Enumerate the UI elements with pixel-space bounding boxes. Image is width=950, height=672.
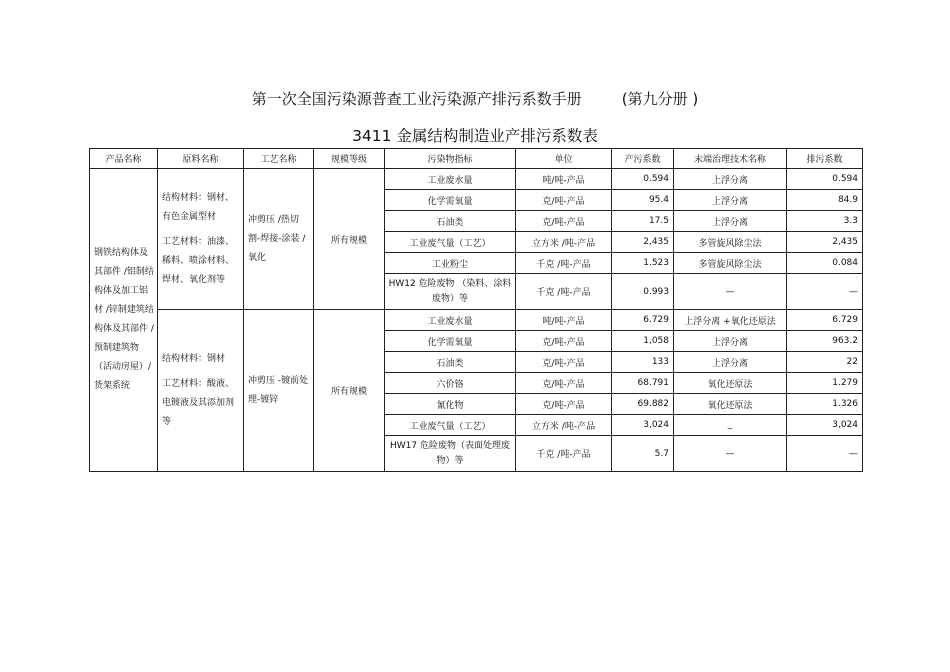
treatment-tech: 氧化还原法 — [674, 394, 787, 415]
unit-cell: 吨/吨-产品 — [516, 310, 612, 331]
unit-cell: 克/吨-产品 — [516, 190, 612, 211]
emission-coefficient: 0.084 — [787, 253, 863, 274]
coefficient-table — [89, 148, 863, 472]
pollutant-cell: 工业废气量（工艺） — [385, 415, 516, 436]
pollutant-cell: 石油类 — [385, 352, 516, 373]
treatment-tech: 上浮分离 — [674, 211, 787, 232]
generation-coefficient: 69.882 — [612, 394, 674, 415]
pollutant-cell: 六价铬 — [385, 373, 516, 394]
col-header: 原料名称 — [158, 149, 244, 169]
generation-coefficient: 0.993 — [612, 274, 674, 310]
generation-coefficient: 2,435 — [612, 232, 674, 253]
emission-coefficient: 1.326 — [787, 394, 863, 415]
treatment-tech: 上浮分离 +氧化还原法 — [674, 310, 787, 331]
unit-cell: 千克 /吨-产品 — [516, 253, 612, 274]
unit-cell: 克/吨-产品 — [516, 352, 612, 373]
generation-coefficient: 17.5 — [612, 211, 674, 232]
generation-coefficient: 68.791 — [612, 373, 674, 394]
process-cell: 冲剪压 -镀前处理-镀锌 — [244, 310, 314, 472]
treatment-tech: 上浮分离 — [674, 352, 787, 373]
scale-cell: 所有规模 — [314, 310, 385, 472]
emission-coefficient: 1.279 — [787, 373, 863, 394]
treatment-tech: 多管旋风除尘法 — [674, 253, 787, 274]
product-name-cell: 钢铁结构体及其部件 /铝制结构体及加工铝材 /锌制建筑结构体及其部件 /预制建筑物（活动房屋）/货架系统 — [90, 169, 158, 472]
scale-cell: 所有规模 — [314, 169, 385, 310]
col-header: 单位 — [516, 149, 612, 169]
emission-coefficient: 22 — [787, 352, 863, 373]
emission-coefficient: 3,024 — [787, 415, 863, 436]
treatment-tech: — — [674, 436, 787, 472]
generation-coefficient: 6.729 — [612, 310, 674, 331]
pollutant-cell: 工业粉尘 — [385, 253, 516, 274]
pollutant-cell: 氰化物 — [385, 394, 516, 415]
pollutant-cell: 石油类 — [385, 211, 516, 232]
emission-coefficient: 963.2 — [787, 331, 863, 352]
pollutant-cell: 工业废水量 — [385, 169, 516, 190]
generation-coefficient: 133 — [612, 352, 674, 373]
treatment-tech: _ — [674, 415, 787, 436]
col-header: 产污系数 — [612, 149, 674, 169]
pollutant-cell: HW12 危险废物 （染料、涂料废物）等 — [385, 274, 516, 310]
emission-coefficient: 6.729 — [787, 310, 863, 331]
unit-cell: 立方米 /吨-产品 — [516, 415, 612, 436]
unit-cell: 克/吨-产品 — [516, 394, 612, 415]
treatment-tech: 上浮分离 — [674, 331, 787, 352]
material-process: 工艺材料：油漆、稀料、喷涂材料、焊材、氧化剂等 — [162, 236, 235, 285]
manual-title: 第一次全国污染源普查工业污染源产排污系数手册 — [251, 90, 582, 108]
pollutant-cell: 化学需氧量 — [385, 331, 516, 352]
treatment-tech: 上浮分离 — [674, 169, 787, 190]
process-cell: 冲剪压 /热切割-焊接-涂装 /氧化 — [244, 169, 314, 310]
emission-coefficient: 0.594 — [787, 169, 863, 190]
unit-cell: 克/吨-产品 — [516, 331, 612, 352]
col-header: 排污系数 — [787, 149, 863, 169]
table-title: 3411 金属结构制造业产排污系数表 — [352, 127, 598, 145]
unit-cell: 千克 /吨-产品 — [516, 274, 612, 310]
header-row — [90, 149, 863, 169]
treatment-tech: 多管旋风除尘法 — [674, 232, 787, 253]
manual-header — [0, 88, 950, 109]
generation-coefficient: 3,024 — [612, 415, 674, 436]
material-cell — [158, 310, 244, 472]
unit-cell: 吨/吨-产品 — [516, 169, 612, 190]
volume-label: (第九分册 ) — [621, 90, 699, 108]
unit-cell: 克/吨-产品 — [516, 373, 612, 394]
emission-coefficient: — — [787, 274, 863, 310]
material-cell — [158, 169, 244, 310]
pollutant-cell: 工业废气量（工艺） — [385, 232, 516, 253]
treatment-tech: — — [674, 274, 787, 310]
col-header: 末端治理技术名称 — [674, 149, 787, 169]
treatment-tech: 上浮分离 — [674, 190, 787, 211]
generation-coefficient: 1,058 — [612, 331, 674, 352]
pollutant-cell: 工业废水量 — [385, 310, 516, 331]
emission-coefficient: 3.3 — [787, 211, 863, 232]
emission-coefficient: — — [787, 436, 863, 472]
emission-coefficient: 84.9 — [787, 190, 863, 211]
table-row — [90, 310, 863, 331]
treatment-tech: 氧化还原法 — [674, 373, 787, 394]
generation-coefficient: 5.7 — [612, 436, 674, 472]
pollutant-cell: 化学需氧量 — [385, 190, 516, 211]
material-process: 工艺材料：酸液、电镀液及其添加剂等 — [162, 378, 235, 427]
material-structural: 结构材料：钢材 — [162, 353, 226, 364]
generation-coefficient: 0.594 — [612, 169, 674, 190]
pollutant-cell: HW17 危险废物（表面处理废物）等 — [385, 436, 516, 472]
unit-cell: 千克 /吨-产品 — [516, 436, 612, 472]
unit-cell: 克/吨-产品 — [516, 211, 612, 232]
table-row — [90, 169, 863, 190]
generation-coefficient: 95.4 — [612, 190, 674, 211]
col-header: 污染物指标 — [385, 149, 516, 169]
unit-cell: 立方米 /吨-产品 — [516, 232, 612, 253]
col-header: 产品名称 — [90, 149, 158, 169]
generation-coefficient: 1.523 — [612, 253, 674, 274]
col-header: 工艺名称 — [244, 149, 314, 169]
emission-coefficient: 2,435 — [787, 232, 863, 253]
material-structural: 结构材料：钢材、有色金属型材 — [162, 192, 235, 222]
col-header: 规模等级 — [314, 149, 385, 169]
